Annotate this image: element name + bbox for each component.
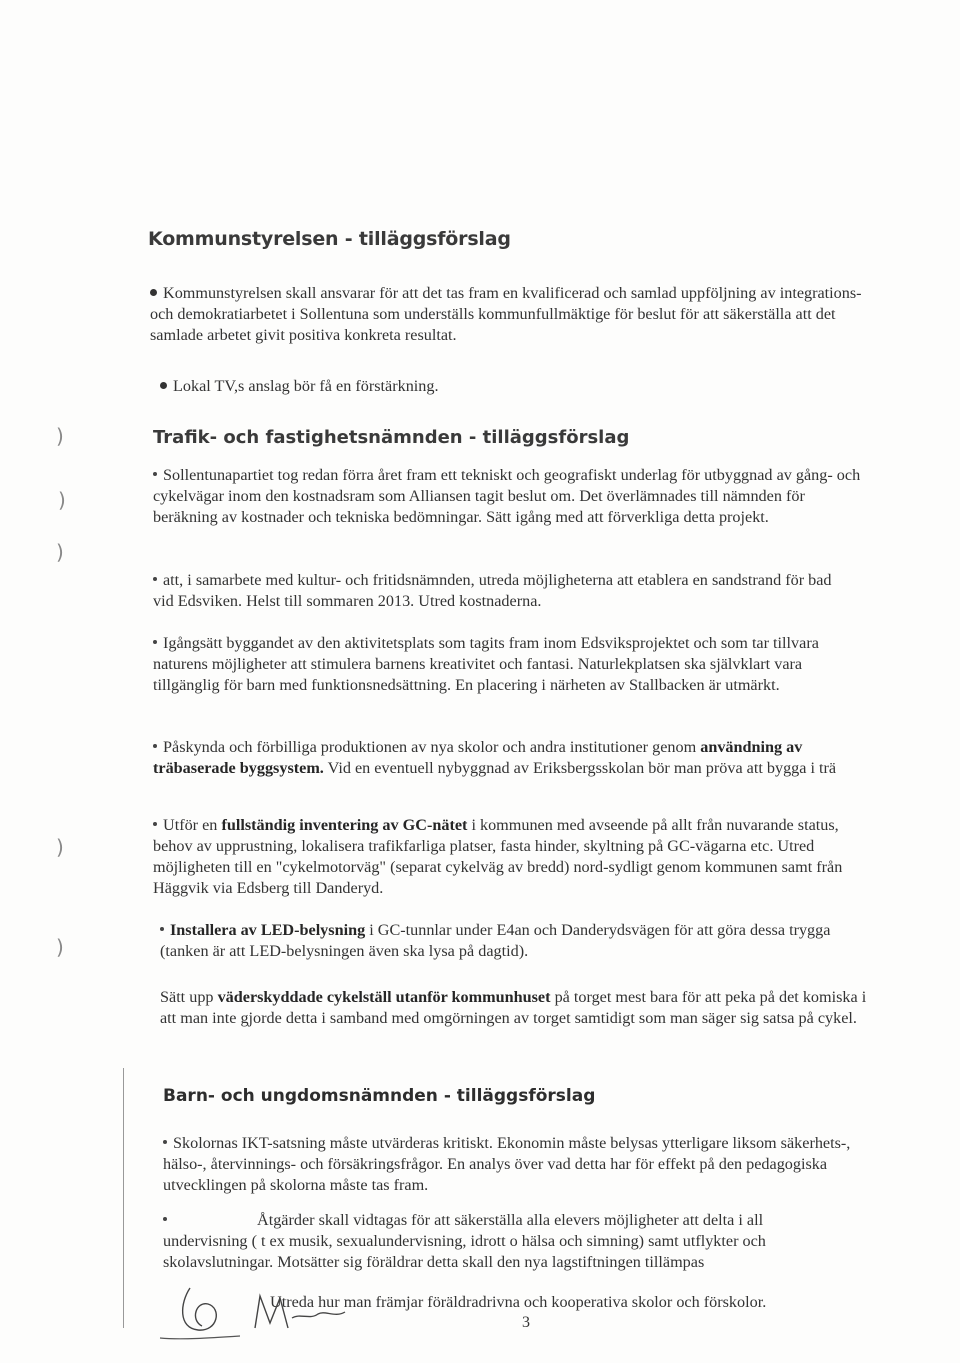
margin-mark: ) [56, 424, 64, 448]
bullet-icon [153, 822, 157, 826]
bullet-icon [150, 289, 157, 296]
paragraph-tf-1: Sollentunapartiet tog redan förra året fram ett tekniskt och geografiskt underlag för utbyggnad av gång- och cykelvägar inom den kostnadsram som Alliansen tagit beslut om. Det överlämnades till nämnden för beräkning av kostnader och tekniska bedömningar. Sätt igång med att förverkliga detta projekt. [153, 466, 861, 526]
paragraph-tf-4: Påskynda och förbilliga produktionen av nya skolor och andra institutioner genom användning av träbaserade byggsystem. Vid en eventuell nybyggnad av Eriksbergsskolan bör man pröva att bygga i trä [153, 738, 837, 777]
bullet-icon [160, 382, 167, 389]
heading-kommunstyrelsen: Kommunstyrelsen - tilläggsförslag [148, 228, 511, 250]
bullet-icon [163, 1140, 167, 1144]
paragraph-bu-2: Åtgärder skall vidtagas för att säkerställa alla elevers möjligheter att delta i all undervisning ( t ex musik, sexualundervisning, idrott o hälsa och simning) samt utflykter och skolavslutningar. Motsätter sig föräldrar detta skall den nya lagstiftningen tillämpas [163, 1211, 766, 1271]
paragraph-tf-5: Utför en fullständig inventering av GC-nätet i kommunen med avseende på allt från nuvarande status, behov av upprustning, lokalisera trafikfarliga platser, fasta hinder, skyltning på GC-vägarna etc. Utred möjligheten till en "cykelmotorväg" (separat cykelväg av bredd) nord-sydligt genom kommunen samt från Häggvik via Edsberg till Danderyd. [153, 816, 843, 897]
bullet-icon [153, 744, 157, 748]
page-number: 3 [522, 1314, 530, 1331]
heading-barn-ungdom: Barn- och ungdomsnämnden - tilläggsförslag [163, 1086, 596, 1106]
paragraph-bu-1: Skolornas IKT-satsning måste utvärderas kritiskt. Ekonomin måste belysas ytterligare liksom säkerhets-, hälso-, återvinnings- och försäkringsfrågor. En analys över vad detta har för effekt på den pedagogiska utvecklingen på skolorna måste tas fram. [163, 1134, 851, 1194]
paragraph-ks-1: Kommunstyrelsen skall ansvarar för att det tas fram en kvalificerad och samlad uppföljning av integrations- och demokratiarbetet i Sollentuna som underställs kommunfullmäktige för beslut för att säkerställa att det samlade arbetet givit positiva konkreta resultat. [150, 284, 862, 344]
margin-mark: ) [56, 540, 64, 564]
bullet-icon [153, 577, 157, 581]
paragraph-tf-2: att, i samarbete med kultur- och fritidsnämnden, utreda möjligheterna att etablera en sandstrand för bad vid Edsviken. Helst till sommaren 2013. Utred kostnaderna. [153, 571, 832, 610]
heading-trafik: Trafik- och fastighetsnämnden - tilläggsförslag [153, 427, 630, 448]
margin-mark: ) [56, 835, 64, 859]
margin-mark: ) [58, 488, 66, 512]
bullet-icon [160, 927, 164, 931]
bullet-icon [163, 1217, 167, 1221]
handwritten-initials [150, 1268, 370, 1348]
paragraph-tf-6: Installera av LED-belysning i GC-tunnlar under E4an och Danderydsvägen för att göra dessa trygga (tanken är att LED-belysningen även ska lysa på dagtid). [160, 921, 831, 960]
bullet-icon [153, 640, 157, 644]
paragraph-tf-7: Sätt upp väderskyddade cykelställ utanför kommunhuset på torget mest bara för att peka på det komiska i att man inte gjorde detta i samband med omgörningen av torget samtidigt som man säger sig satsa på cykel. [160, 988, 867, 1027]
paragraph-ks-2: Lokal TV,s anslag bör få en förstärkning. [160, 376, 860, 397]
margin-line [123, 1068, 124, 1328]
bullet-icon [153, 472, 157, 476]
margin-mark: ) [56, 935, 64, 959]
paragraph-bu-3: Utreda hur man främjar föräldradrivna och kooperativa skolor och förskolor. [270, 1293, 767, 1311]
paragraph-tf-3: Igångsätt byggandet av den aktivitetsplats som tagits fram inom Edsviksprojektet och som tar tillvara naturens möjligheter att stimulera barnens kreativitet och fantasi. Naturlekplatsen ska självklart vara tillgänglig för barn med funktionsnedsättning. En placering i närheten av Stallbacken är utmärkt. [153, 634, 819, 694]
